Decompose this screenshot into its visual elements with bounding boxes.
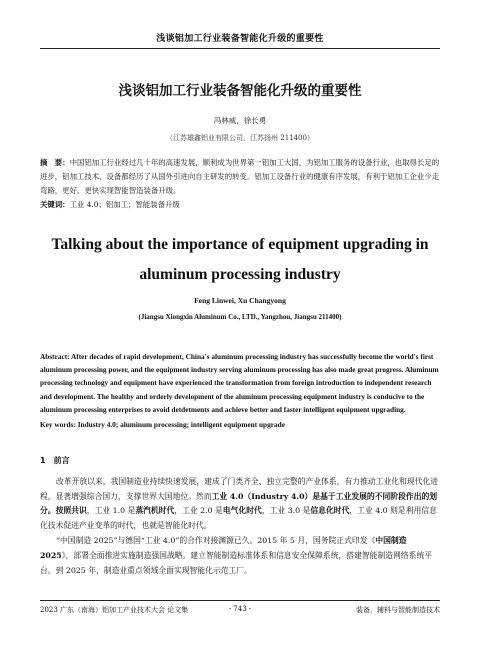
english-keywords	[40, 420, 440, 429]
body-text-run-bold: 中国制造 2025	[40, 536, 407, 560]
chinese-keywords-text: 工业 4.0；铝加工；智能装备升级	[69, 200, 180, 209]
chinese-abstract-label: 摘 要：	[40, 158, 70, 167]
chinese-keywords-label: 关键词：	[40, 200, 70, 209]
section-heading	[40, 455, 70, 466]
body-text-run: ，工业 4.0 则是利用信息化技术促进产业变革的时代，也就是智能化时代。	[40, 506, 437, 530]
body-paragraph	[40, 534, 440, 578]
page-number: - 743 -	[228, 605, 252, 613]
body-text-run-bold: 信息化时代	[310, 506, 350, 516]
body-text-run: ，工业 3.0 是	[261, 506, 311, 516]
chinese-keywords	[40, 198, 440, 212]
footer-rule	[40, 600, 440, 601]
english-authors: Feng Linwei, Xu Changyong	[194, 296, 286, 305]
header-rule	[40, 48, 440, 49]
english-abstract-text: After decades of rapid development, China's aluminum processing industry has successfully become the world's first aluminum processing power, and the equipment industry serving aluminum processing has also made great progress. Aluminum processing technology and equipment have experienced the transformation from foreign introduction to independent research and development. The healthy and orderly development of the aluminum processing equipment industry is conducive to the aluminum processing enterprises to avoid detdetments and achieve better and faster intelligent equipment upgrading.	[40, 352, 439, 414]
body-text-run-bold: 工业 4.0（Industry 4.0）是基于工业发展的不同阶段作出的划分。按照共识	[40, 491, 438, 516]
section-number: 1	[40, 456, 46, 465]
chinese-abstract-text: 中国铝加工行业经过几十年的高速发展，顺利成为世界第一铝加工大国，为铝加工服务的设备行业，也取得长足的进步，铝加工技术、设备都经历了从国外引进向自主研发的转变。铝加工设备行业的健康有序发展，有利于铝加工企业少走弯路，更好、更快实现智能智造装备升级。	[40, 158, 440, 195]
running-head: 浅谈铝加工行业装备智能化升级的重要性	[156, 34, 324, 44]
chinese-abstract	[40, 156, 440, 198]
chinese-title: 浅谈铝加工行业装备智能化升级的重要性	[118, 83, 362, 99]
body-text-run: 》，部署全面推进实施制造强国战略。建立智能制造标准体系和信息安全保障系统，搭建智能制造网络系统平台。到 2025 年，制造业重点领域全面实现智能化示范工厂。	[40, 550, 433, 575]
english-affiliation: (Jiangsu Xiongxin Aluminum Co., LTD., Yangzhou, Jiangsu 211400)	[138, 313, 342, 321]
body-paragraph	[40, 475, 440, 533]
section-title: 前言	[53, 456, 70, 465]
footer-proceedings: 2023 广东（南海）铝加工产业技术大会 论文集	[40, 606, 189, 614]
body-text-run: “中国制造 2025”与德国“工业 4.0”的合作对接渊源已久。2015 年 5 月，国务院正式印发《	[56, 536, 376, 546]
body-text-run: ，工业 2.0 是	[174, 506, 223, 516]
english-keywords-label: Key words:	[40, 420, 76, 429]
english-keywords-text: Industry 4.0; aluminum processing; intelligent equipment upgrade	[77, 420, 285, 429]
body-text-run: 改革开放以来，我国制造业持续快速发展，建成了门类齐全、独立完整的产业体系，有力推动工业化和现代化进程，显著增强综合国力，支撑世界大国地位。然而	[40, 477, 439, 501]
english-title: Talking about the importance of equipment upgrading in aluminum processing industry	[51, 236, 429, 283]
english-abstract	[40, 350, 440, 416]
chinese-authors: 冯林威，徐长勇	[213, 116, 267, 125]
body-text-run: ，工业 1.0 是	[86, 506, 136, 516]
body-text	[40, 475, 440, 579]
english-abstract-label: Abstract:	[40, 352, 70, 361]
body-text-run-bold: 电气化时代	[222, 506, 262, 516]
body-text-run-bold: 蒸汽机时代	[135, 506, 175, 516]
chinese-affiliation: （江苏雄鑫铝业有限公司，江苏扬州 211400）	[166, 134, 314, 142]
footer-section: 装备、辅料与智能制造技术	[356, 606, 440, 614]
